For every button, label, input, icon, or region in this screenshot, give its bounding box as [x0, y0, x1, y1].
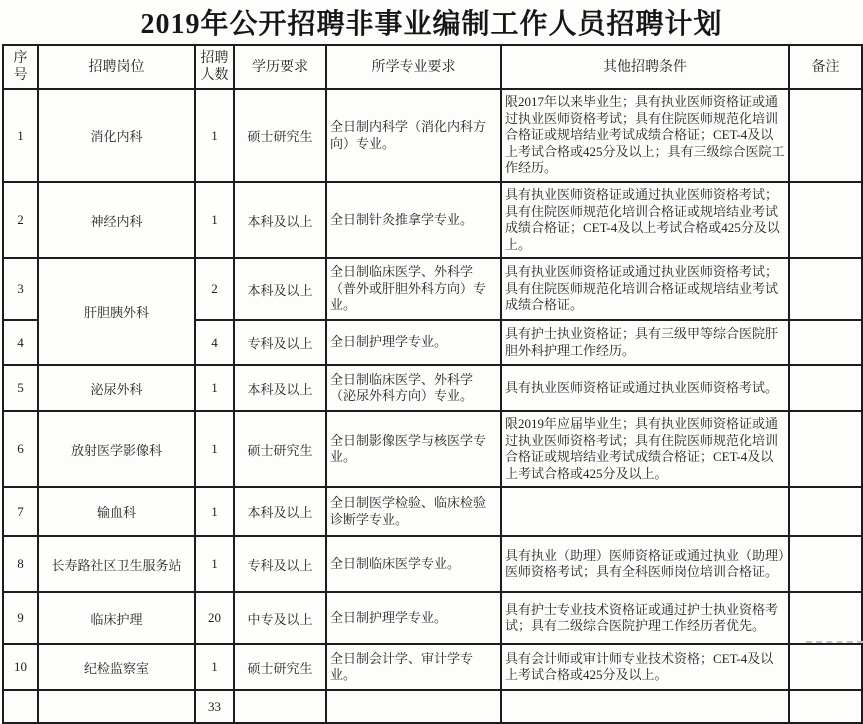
cell-note-empty [789, 690, 862, 723]
cell-no: 10 [3, 644, 38, 690]
cell-conditions: 具有执业医师资格证或通过执业医师资格考试；具有住院医师规范化培训合格证或规培结业考试成绩合格证。 [501, 258, 789, 320]
cell-count: 1 [195, 89, 234, 182]
table-row [3, 644, 862, 690]
cell-education: 本科及以上 [234, 365, 326, 411]
cell-position-empty [38, 690, 195, 723]
page-title: 2019年公开招聘非事业编制工作人员招聘计划 [140, 9, 723, 40]
cell-major: 全日制临床医学专业。 [326, 536, 501, 592]
cell-note [789, 536, 862, 592]
cell-education: 专科及以上 [234, 320, 326, 365]
cell-count: 1 [195, 487, 234, 536]
cell-count: 1 [195, 644, 234, 690]
cell-major: 全日制临床医学、外科学（泌尿外科方向）专业。 [326, 365, 501, 411]
cell-note [789, 320, 862, 365]
cell-education: 硕士研究生 [234, 411, 326, 487]
cell-note [789, 487, 862, 536]
cell-conditions-empty [501, 690, 789, 723]
cell-education: 本科及以上 [234, 182, 326, 258]
cell-no: 4 [3, 320, 38, 365]
header-education: 学历要求 [234, 45, 326, 89]
cell-conditions: 具有执业医师资格证或通过执业医师资格考试；具有住院医师规范化培训合格证或规培结业考试成绩合格证；CET-4及以上考试合格或425分及以上。 [501, 182, 789, 258]
header-position: 招聘岗位 [38, 45, 195, 89]
cell-position: 输血科 [38, 487, 195, 536]
table-row [3, 89, 862, 182]
cell-no: 7 [3, 487, 38, 536]
cell-count: 1 [195, 536, 234, 592]
cell-education: 硕士研究生 [234, 89, 326, 182]
cell-note [789, 365, 862, 411]
cell-no: 8 [3, 536, 38, 592]
cell-no: 6 [3, 411, 38, 487]
cell-count: 1 [195, 365, 234, 411]
cell-note [789, 89, 862, 182]
cell-count: 1 [195, 182, 234, 258]
header-no: 序号 [3, 45, 38, 89]
cell-position: 神经内科 [38, 182, 195, 258]
cell-major: 全日制影像医学与核医学专业。 [326, 411, 501, 487]
cell-note [789, 644, 862, 690]
cell-position: 长寿路社区卫生服务站 [38, 536, 195, 592]
cell-note [789, 258, 862, 320]
cell-no-empty [3, 690, 38, 723]
table-row [3, 258, 862, 320]
cell-note [789, 182, 862, 258]
table-total-row [3, 690, 862, 723]
scan-artifact-dashes [806, 641, 863, 643]
cell-position: 放射医学影像科 [38, 411, 195, 487]
cell-conditions: 限2017年以来毕业生；具有执业医师资格证或通过执业医师资格考试；具有住院医师规范化培训合格证或规培结业考试成绩合格证；CET-4及以上考试合格或425分及以上；具有三级综合医院工作经历。 [501, 89, 789, 182]
cell-conditions: 具有护士执业资格证；具有三级甲等综合医院肝胆外科护理工作经历。 [501, 320, 789, 365]
cell-count: 4 [195, 320, 234, 365]
cell-major: 全日制护理学专业。 [326, 320, 501, 365]
cell-count: 1 [195, 411, 234, 487]
cell-major: 全日制临床医学、外科学（普外或肝胆外科方向）专业。 [326, 258, 501, 320]
cell-position: 泌尿外科 [38, 365, 195, 411]
cell-no: 5 [3, 365, 38, 411]
table-row [3, 487, 862, 536]
cell-education: 中专及以上 [234, 592, 326, 644]
cell-note [789, 592, 862, 644]
cell-conditions [501, 487, 789, 536]
cell-major: 全日制护理学专业。 [326, 592, 501, 644]
table-header-row [3, 45, 862, 89]
table-row [3, 182, 862, 258]
header-note: 备注 [789, 45, 862, 89]
header-conditions: 其他招聘条件 [501, 45, 789, 89]
cell-total-count: 33 [195, 690, 234, 723]
cell-conditions: 具有执业（助理）医师资格证或通过执业（助理）医师资格考试；具有全科医师岗位培训合格证。 [501, 536, 789, 592]
cell-no: 3 [3, 258, 38, 320]
cell-major: 全日制针灸推拿学专业。 [326, 182, 501, 258]
cell-position: 消化内科 [38, 89, 195, 182]
cell-education-empty [234, 690, 326, 723]
cell-major: 全日制内科学（消化内科方向）专业。 [326, 89, 501, 182]
cell-conditions: 具有会计师或审计师专业技术资格；CET-4及以上考试合格或425分及以上。 [501, 644, 789, 690]
cell-education: 硕士研究生 [234, 644, 326, 690]
cell-position-merged: 肝胆胰外科 [38, 258, 195, 365]
header-major: 所学专业要求 [326, 45, 501, 89]
table-row [3, 411, 862, 487]
cell-count: 20 [195, 592, 234, 644]
cell-conditions: 具有执业医师资格证或通过执业医师资格考试。 [501, 365, 789, 411]
cell-education: 专科及以上 [234, 536, 326, 592]
cell-position: 临床护理 [38, 592, 195, 644]
cell-no: 2 [3, 182, 38, 258]
cell-count: 2 [195, 258, 234, 320]
header-count: 招聘人数 [195, 45, 234, 89]
cell-note [789, 411, 862, 487]
cell-major-empty [326, 690, 501, 723]
cell-no: 9 [3, 592, 38, 644]
table-row [3, 592, 862, 644]
cell-no: 1 [3, 89, 38, 182]
recruitment-table [2, 44, 863, 724]
cell-education: 本科及以上 [234, 487, 326, 536]
cell-conditions: 具有护士专业技术资格证或通过护士执业资格考试；具有二级综合医院护理工作经历者优先。 [501, 592, 789, 644]
table-row [3, 365, 862, 411]
cell-major: 全日制医学检验、临床检验诊断学专业。 [326, 487, 501, 536]
table-row [3, 536, 862, 592]
cell-position: 纪检监察室 [38, 644, 195, 690]
cell-conditions: 限2019年应届毕业生；具有执业医师资格证或通过执业医师资格考试；具有住院医师规范化培训合格证或规培结业考试成绩合格证；CET-4及以上考试合格或425分及以上。 [501, 411, 789, 487]
cell-major: 全日制会计学、审计学专业。 [326, 644, 501, 690]
cell-education: 本科及以上 [234, 258, 326, 320]
